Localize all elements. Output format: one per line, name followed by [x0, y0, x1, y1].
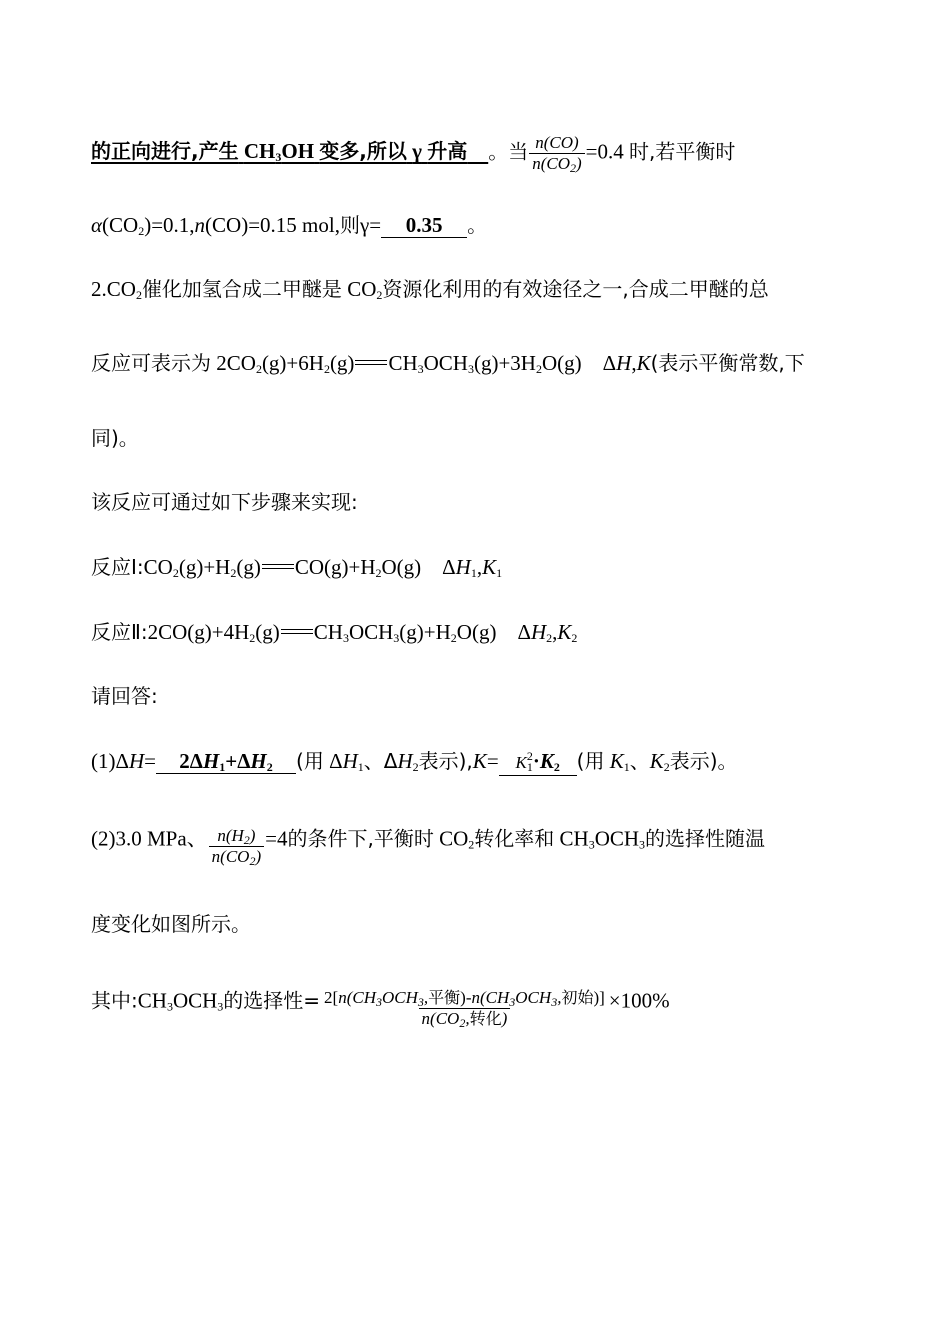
subscript: 2 — [468, 837, 475, 852]
subscript: 3 — [417, 362, 424, 376]
superscript: 2 — [526, 749, 533, 763]
text: , — [476, 555, 483, 579]
text: Δ — [517, 620, 531, 644]
text: OCH — [515, 988, 552, 1007]
subscript: 2 — [412, 760, 419, 774]
text: CO — [143, 555, 173, 579]
text: 的条件下,平衡时 — [287, 826, 434, 851]
subscript: 2 — [172, 566, 179, 580]
text: , — [423, 988, 429, 1007]
text: n(CH — [338, 988, 376, 1007]
text: )=0.1, — [144, 213, 195, 237]
subscript: 2 — [375, 566, 382, 580]
text: K — [636, 351, 651, 375]
text: 2CO — [216, 351, 256, 375]
text: (g) — [236, 555, 261, 579]
text: (2)3.0 MPa、 — [91, 826, 208, 851]
subscript: 3 — [393, 631, 400, 645]
text: , — [631, 351, 637, 375]
answer-text: 升高 — [427, 139, 468, 164]
subscript: 2 — [249, 854, 256, 868]
text: O(g) — [381, 555, 422, 579]
reaction-2 — [91, 619, 577, 645]
answer-text: 变多,所以 — [319, 139, 407, 164]
text: K — [482, 555, 497, 579]
text: n(CO — [532, 154, 570, 173]
text: 、 — [629, 749, 650, 773]
reaction-1 — [91, 554, 502, 580]
subscript: 2 — [535, 362, 542, 376]
text: (1)Δ — [91, 749, 129, 773]
period: 。 — [467, 213, 488, 237]
text: O(g) — [541, 351, 582, 375]
text: 反应可表示为 — [91, 351, 211, 375]
text: 2[ — [324, 988, 339, 1007]
text: 表示), — [418, 749, 473, 773]
subscript: 1 — [357, 760, 364, 774]
text: ×100% — [608, 988, 670, 1013]
text: ) — [501, 1009, 508, 1028]
filled-answer-3 — [156, 749, 296, 774]
text: 催化加氢合成二甲醚是 — [141, 277, 342, 301]
text: =0.4 — [585, 139, 624, 164]
text: 请回答: — [91, 684, 158, 708]
subscript: 2 — [266, 760, 273, 774]
text: H — [342, 749, 358, 773]
filled-answer-2: 0.35 — [381, 213, 467, 238]
answer-line-2 — [91, 212, 487, 238]
equilibrium-arrow — [280, 619, 314, 645]
text: )- — [460, 988, 472, 1007]
sub-question-2 — [91, 814, 765, 867]
text: CO(g)+H — [294, 555, 376, 579]
text: K — [557, 620, 572, 644]
text: K — [609, 749, 624, 773]
subscript: 2 — [553, 760, 560, 774]
text: 2CO(g)+4H — [147, 620, 250, 644]
text: (g) — [329, 351, 355, 375]
subscript: 1 — [219, 760, 226, 774]
answer-text: K — [539, 749, 554, 773]
text: (用 — [576, 749, 605, 773]
fraction-denominator — [209, 846, 264, 867]
answer-text: OH — [281, 139, 315, 164]
text: 、Δ — [363, 749, 398, 773]
text: (CO — [102, 213, 139, 237]
answer-text: 2Δ — [179, 749, 203, 773]
text: (g)+3H — [473, 351, 536, 375]
subscript: 2 — [459, 1016, 466, 1030]
subscript: 1 — [526, 760, 533, 774]
subscript: 2 — [249, 631, 256, 645]
question-2-line-4 — [91, 489, 358, 515]
reaction-label: 反应Ⅱ: — [91, 620, 148, 644]
subscript: 2 — [255, 362, 262, 376]
reaction-label: 反应Ⅰ: — [91, 555, 144, 579]
answer-text: 的正向进行,产生 — [91, 139, 239, 164]
ask-line — [91, 683, 158, 709]
fraction-denominator — [419, 1008, 511, 1029]
text: n(CH — [471, 988, 510, 1007]
text: (CO)=0.15 mol, — [205, 213, 340, 237]
text: (表示平衡常数,下 — [650, 351, 805, 375]
text: 转化 — [469, 1009, 502, 1028]
subscript: 1 — [623, 760, 630, 774]
subscript: 1 — [470, 566, 477, 580]
answer-line-1 — [91, 133, 735, 174]
subscript: 2 — [450, 631, 457, 645]
text: Δ — [442, 555, 456, 579]
subscript: 3 — [417, 995, 424, 1009]
subscript: 2 — [570, 161, 576, 175]
subscript: 2 — [571, 631, 578, 645]
filled-answer-1 — [91, 139, 488, 163]
text: K — [649, 749, 664, 773]
subscript: 3 — [588, 837, 595, 852]
period: 。 — [488, 139, 509, 164]
subscript: 3 — [275, 150, 282, 165]
text: 当 — [508, 139, 529, 164]
text: )] — [593, 988, 605, 1007]
subscript: 1 — [496, 566, 503, 580]
text: ) — [249, 826, 256, 845]
subscript: 2 — [138, 224, 145, 238]
text: H — [129, 749, 145, 773]
text: , — [557, 988, 562, 1007]
answer-text: H — [250, 749, 267, 773]
question-2-line-1 — [91, 276, 769, 302]
fraction-numerator — [321, 988, 608, 1008]
equilibrium-arrow — [261, 554, 295, 580]
fraction-numerator — [214, 826, 258, 846]
fraction-denominator — [529, 153, 584, 174]
text: , — [465, 1009, 470, 1028]
text: K — [472, 749, 487, 773]
text: ) — [576, 154, 582, 173]
text: α — [91, 213, 103, 237]
text: n(H — [217, 826, 244, 845]
text: 该反应可通过如下步骤来实现: — [91, 490, 358, 514]
text: 初始 — [561, 988, 594, 1007]
subscript: 2 — [230, 566, 237, 580]
text: H — [530, 620, 547, 644]
text: γ= — [359, 213, 382, 237]
text: (g)+6H — [261, 351, 324, 375]
subscript: 3 — [166, 999, 173, 1014]
text: 资源化利用的有效途径之一,合成二甲醚的总 — [382, 277, 769, 301]
text: (g)+H — [399, 620, 451, 644]
text: 同)。 — [91, 426, 139, 450]
subscript: 3 — [551, 995, 558, 1009]
sub-question-1 — [91, 748, 738, 776]
question-2-line-2 — [91, 350, 805, 376]
text: 平衡 — [428, 988, 461, 1007]
answer-text: K — [515, 753, 527, 772]
text: 则 — [339, 213, 360, 237]
answer-text: +Δ — [225, 749, 251, 773]
filled-answer-4 — [499, 749, 577, 776]
subscript: 3 — [509, 995, 516, 1009]
text: CH — [559, 826, 589, 851]
fraction — [321, 988, 608, 1029]
text: n(CO — [421, 1009, 460, 1028]
text: CO — [347, 277, 377, 301]
question-2-line-3 — [91, 425, 139, 451]
text: 度变化如图所示。 — [91, 912, 251, 936]
text: OCH — [594, 826, 640, 851]
text: 2.CO — [91, 277, 136, 301]
text: CO — [439, 826, 469, 851]
subscript: 2 — [376, 288, 383, 302]
subscript: 3 — [217, 999, 224, 1014]
text: 其中: — [91, 988, 138, 1013]
text: OCH — [348, 620, 394, 644]
text: (g) — [255, 620, 280, 644]
answer-text: H — [202, 749, 220, 773]
text: n(CO — [211, 847, 250, 866]
subscript: 2 — [323, 362, 330, 376]
text: CH — [137, 988, 167, 1013]
answer-text: γ — [412, 139, 422, 164]
text: = — [144, 749, 157, 773]
fraction — [209, 826, 264, 867]
text: 的选择性随温 — [645, 826, 766, 851]
text: ) — [255, 847, 262, 866]
text: H — [616, 351, 632, 375]
fraction — [529, 133, 584, 174]
text: 的选择性= — [223, 988, 321, 1013]
text: n — [194, 213, 206, 237]
subscript: 2 — [135, 288, 142, 302]
subscript: 2 — [546, 631, 553, 645]
text: (g)+H — [178, 555, 231, 579]
text: H — [455, 555, 471, 579]
text: CH — [313, 620, 343, 644]
text: Δ — [602, 351, 617, 375]
text: 转化率和 — [474, 826, 555, 851]
equilibrium-arrow — [354, 350, 388, 376]
text: 时,若平衡时 — [629, 139, 736, 164]
subscript: 3 — [639, 837, 646, 852]
text: (用 — [296, 749, 324, 773]
sub-question-2-line-2 — [91, 911, 251, 937]
text: CH — [388, 351, 418, 375]
text: , — [552, 620, 558, 644]
fraction-numerator: n(CO) — [535, 133, 579, 152]
subscript: 2 — [243, 833, 250, 847]
text: 表示)。 — [669, 749, 738, 773]
answer-text: CH — [243, 139, 276, 164]
subscript: 3 — [342, 631, 349, 645]
text: =4 — [265, 826, 288, 851]
text: OCH — [423, 351, 468, 375]
text: O(g) — [456, 620, 497, 644]
text: Δ — [329, 749, 343, 773]
subscript: 3 — [376, 995, 382, 1009]
text: H — [397, 749, 413, 773]
selectivity-formula — [91, 976, 670, 1029]
text: OCH — [172, 988, 218, 1013]
subscript: 3 — [467, 362, 474, 376]
answer-text: · — [532, 749, 540, 773]
text: = — [486, 749, 499, 773]
text: OCH — [382, 988, 418, 1007]
subscript: 2 — [663, 760, 670, 774]
